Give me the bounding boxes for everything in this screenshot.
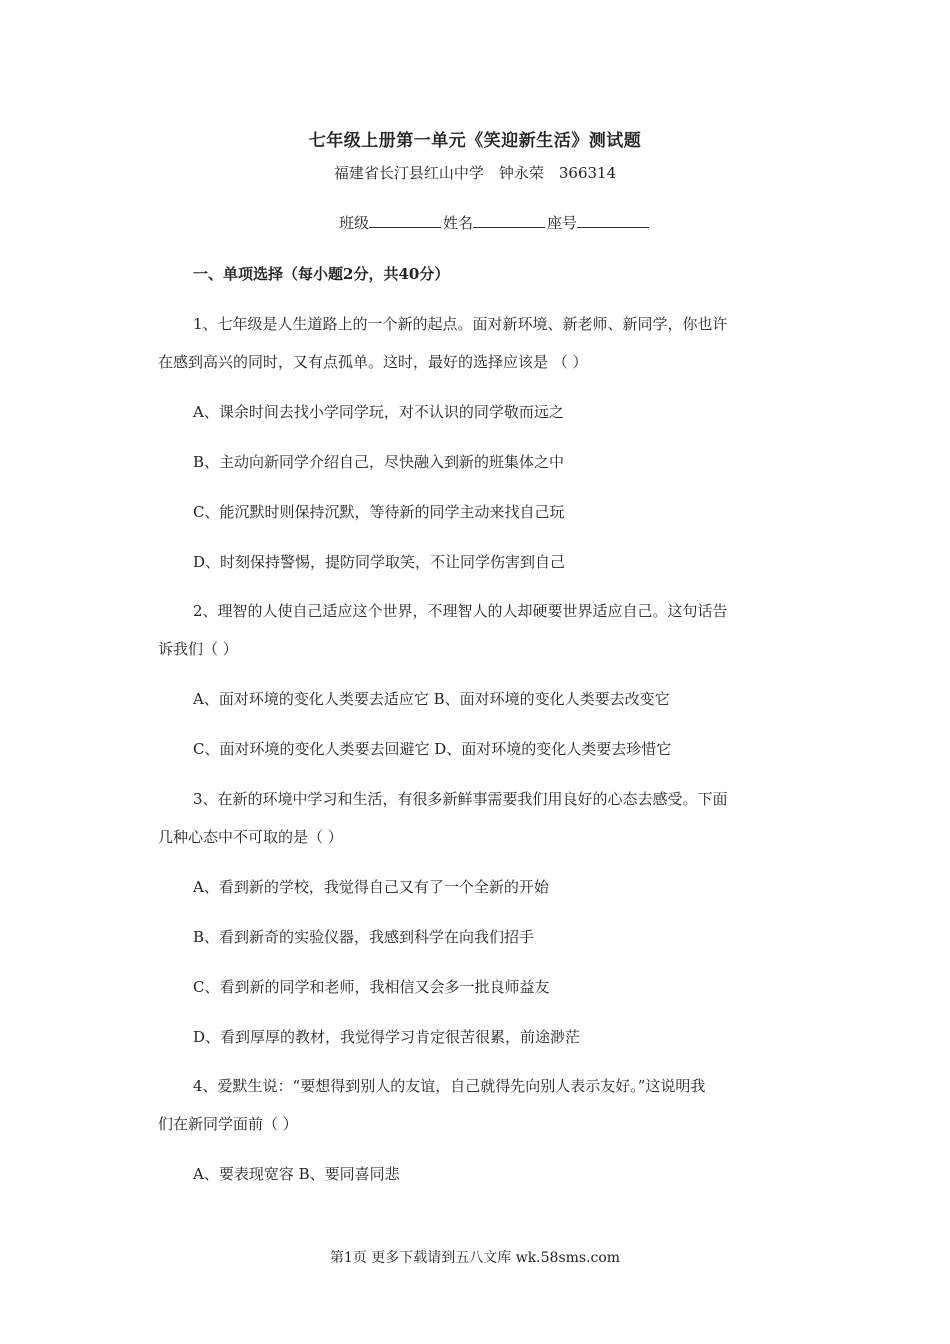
question-1-option-c: C、能沉默时则保持沉默，等待新的同学主动来找自己玩	[193, 503, 565, 521]
question-2-options-ab: A、面对环境的变化人类要去适应它 B、面对环境的变化人类要去改变它	[193, 690, 670, 708]
question-1-option-b: B、主动向新同学介绍自己，尽快融入到新的班集体之中	[193, 453, 565, 471]
question-4-line-2: 们在新同学面前（ ）	[158, 1115, 298, 1133]
question-3-line-1: 3、在新的环境中学习和生活，有很多新鲜事需要我们用良好的心态去感受。下面	[193, 790, 728, 808]
question-3-option-c: C、看到新的同学和老师，我相信又会多一批良师益友	[193, 978, 550, 996]
question-4-line-1: 4、爱默生说：“要想得到别人的友谊，自己就得先向别人表示友好。”这说明我	[193, 1077, 706, 1095]
question-3-option-d: D、看到厚厚的教材，我觉得学习肯定很苦很累，前途渺茫	[193, 1028, 581, 1046]
name-label: 姓名	[442, 214, 473, 232]
class-label: 班级	[338, 214, 369, 232]
seat-label: 座号	[547, 214, 578, 232]
class-blank[interactable]	[369, 213, 441, 228]
page-title: 七年级上册第一单元《笑迎新生活》测试题	[308, 131, 642, 151]
student-info-line	[0, 212, 950, 233]
question-3-line-2: 几种心态中不可取的是（ ）	[158, 828, 343, 846]
question-1-line-1: 1、七年级是人生道路上的一个新的起点。面对新环境、新老师、新同学，你也许	[193, 315, 728, 333]
question-3-option-b: B、看到新奇的实验仪器，我感到科学在向我们招手	[193, 928, 535, 946]
question-2-options-cd: C、面对环境的变化人类要去回避它 D、面对环境的变化人类要去珍惜它	[193, 740, 672, 758]
question-2-line-2: 诉我们（ ）	[158, 640, 238, 658]
author-line: 福建省长汀县红山中学 钟永荣 366314	[333, 164, 617, 182]
name-blank[interactable]	[473, 213, 545, 228]
seat-blank[interactable]	[577, 213, 649, 228]
question-3-option-a: A、看到新的学校，我觉得自己又有了一个全新的开始	[193, 878, 549, 896]
question-1-option-a: A、课余时间去找小学同学玩，对不认识的同学敬而远之	[193, 403, 564, 421]
question-1-line-2: 在感到高兴的同时，又有点孤单。这时，最好的选择应该是 （ ）	[158, 353, 588, 371]
section-heading: 一、单项选择（每小题2分，共40分）	[193, 265, 450, 283]
question-4-options-ab: A、要表现宽容 B、要同喜同悲	[193, 1165, 400, 1183]
question-2-line-1: 2、理智的人使自己适应这个世界，不理智人的人却硬要世界适应自己。这句话告	[193, 602, 728, 620]
question-1-option-d: D、时刻保持警惕，提防同学取笑，不让同学伤害到自己	[193, 553, 566, 571]
page-footer: 第1页 更多下载请到五八文库 wk.58sms.com	[329, 1250, 621, 1266]
